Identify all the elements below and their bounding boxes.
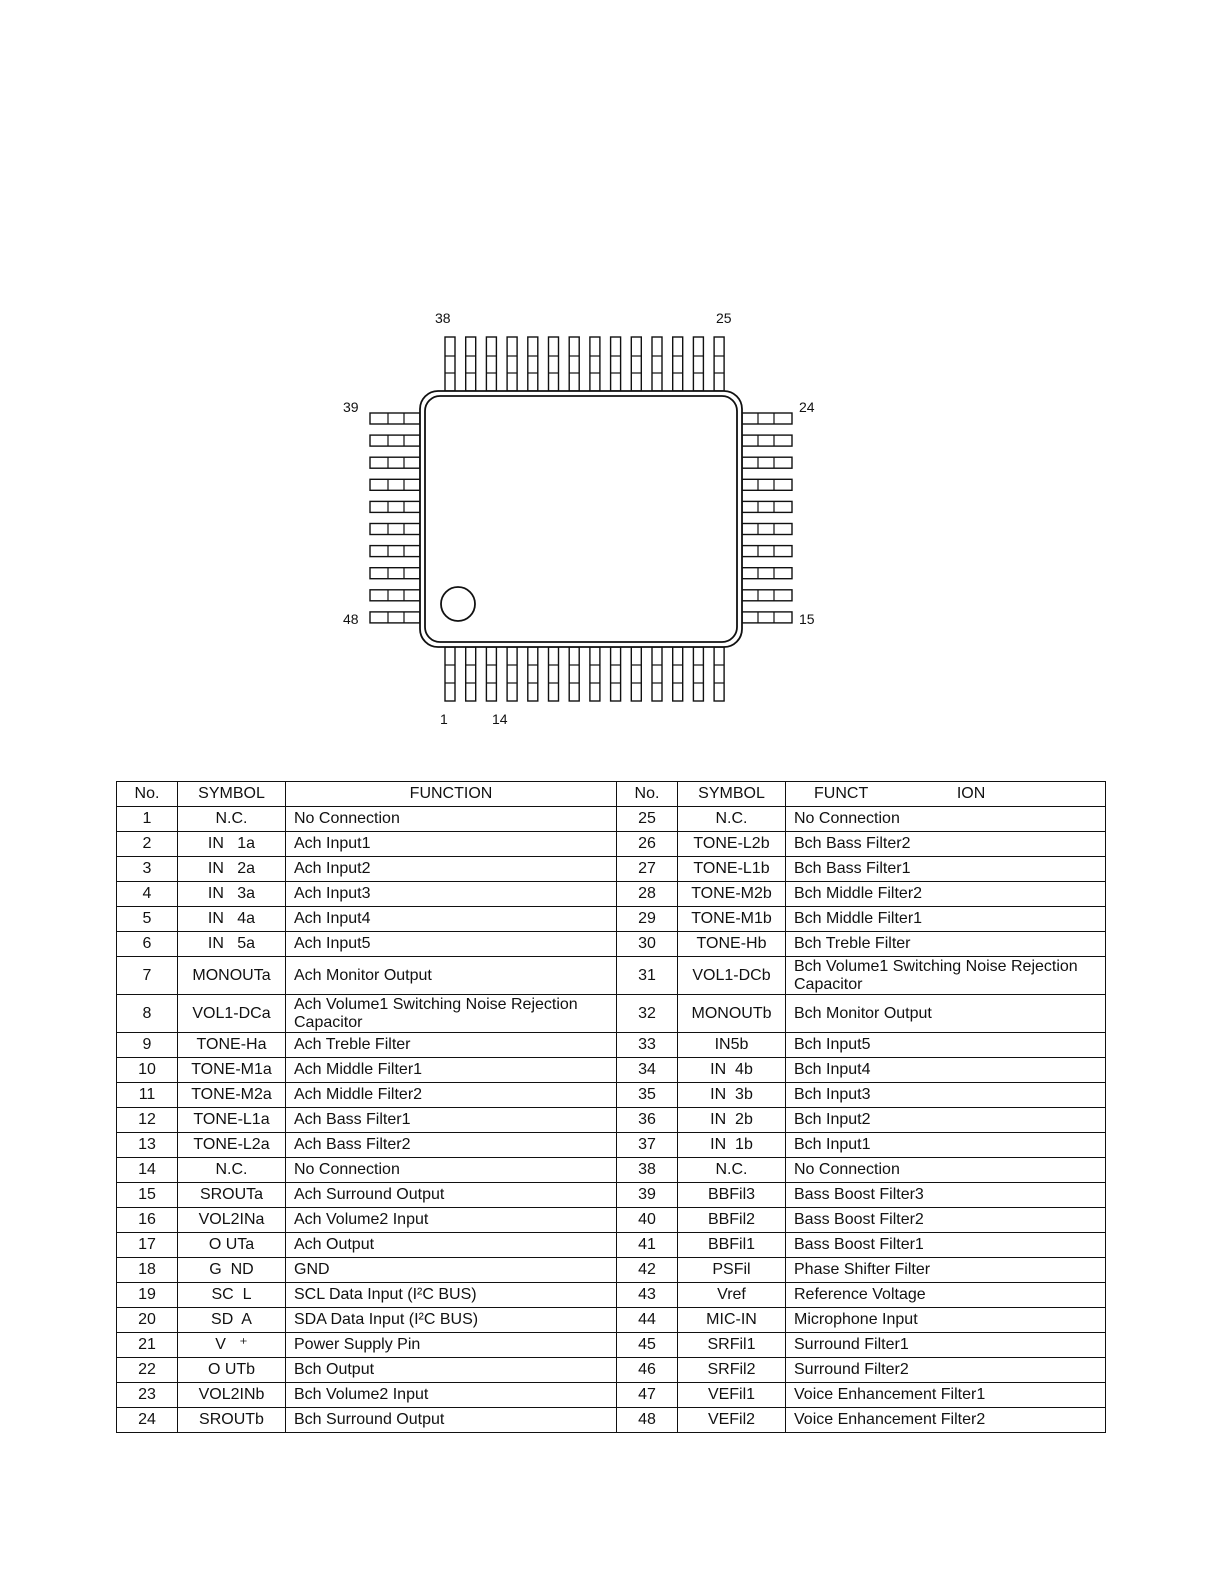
pin-symbol: TONE-L2b [678, 832, 786, 857]
pin-function: Ach Volume1 Switching Noise Rejection Capacitor [286, 995, 617, 1033]
top-pin [507, 337, 517, 391]
pin-number: 9 [117, 1033, 178, 1058]
table-row [117, 807, 1106, 832]
bottom-pin [466, 647, 476, 701]
left-pin [370, 590, 420, 601]
header-no-left: No. [117, 782, 178, 807]
pin-number: 25 [617, 807, 678, 832]
left-pin [370, 435, 420, 446]
table-row [117, 1383, 1106, 1408]
bottom-pin [611, 647, 621, 701]
pin-function: Bch Volume1 Switching Noise Rejection Capacitor [786, 957, 1106, 995]
pin-number: 47 [617, 1383, 678, 1408]
bottom-pin [652, 647, 662, 701]
right-pin [742, 590, 792, 601]
pin-number: 38 [617, 1158, 678, 1183]
pin-number: 3 [117, 857, 178, 882]
pin-number: 10 [117, 1058, 178, 1083]
pin-function: No Connection [286, 807, 617, 832]
header-function-left: FUNCTION [286, 782, 617, 807]
pin-symbol: SROUTa [178, 1183, 286, 1208]
pin-function: Bch Output [286, 1358, 617, 1383]
pin-number: 26 [617, 832, 678, 857]
pin-number: 16 [117, 1208, 178, 1233]
right-pin [742, 524, 792, 535]
right-pin [742, 435, 792, 446]
header-no-right: No. [617, 782, 678, 807]
pin-symbol: IN 1b [678, 1133, 786, 1158]
bottom-pin [528, 647, 538, 701]
left-pin [370, 479, 420, 490]
pin-symbol: TONE-M1a [178, 1058, 286, 1083]
table-row [117, 957, 1106, 995]
pin-function: Ach Input5 [286, 932, 617, 957]
pin-symbol: IN 2b [678, 1108, 786, 1133]
table-row [117, 1358, 1106, 1383]
pin-number: 40 [617, 1208, 678, 1233]
pin-number: 5 [117, 907, 178, 932]
pin-number: 1 [117, 807, 178, 832]
pin-number: 23 [117, 1383, 178, 1408]
header-symbol-left: SYMBOL [178, 782, 286, 807]
top-pins [445, 337, 724, 391]
top-pin [673, 337, 683, 391]
table-row [117, 1333, 1106, 1358]
pin-function: Voice Enhancement Filter1 [786, 1383, 1106, 1408]
top-pin [693, 337, 703, 391]
pin-symbol: BBFil2 [678, 1208, 786, 1233]
pin-function: Bch Monitor Output [786, 995, 1106, 1033]
pin-number: 11 [117, 1083, 178, 1108]
pin-number: 36 [617, 1108, 678, 1133]
pin-function: SCL Data Input (I²C BUS) [286, 1283, 617, 1308]
pin-symbol: IN 1a [178, 832, 286, 857]
pin-number: 42 [617, 1258, 678, 1283]
pin-symbol: TONE-M2b [678, 882, 786, 907]
pin-symbol: VOL1-DCa [178, 995, 286, 1033]
left-pin [370, 524, 420, 535]
pin-function: Ach Input2 [286, 857, 617, 882]
pin-symbol: IN5b [678, 1033, 786, 1058]
pin-number: 43 [617, 1283, 678, 1308]
pin-symbol: O UTa [178, 1233, 286, 1258]
pin-function: Bass Boost Filter3 [786, 1183, 1106, 1208]
left-pin [370, 413, 420, 424]
pin-function: Ach Bass Filter2 [286, 1133, 617, 1158]
left-pin [370, 546, 420, 557]
left-pin [370, 568, 420, 579]
pin-function: Bch Bass Filter2 [786, 832, 1106, 857]
pin-number: 18 [117, 1258, 178, 1283]
pin-symbol: IN 2a [178, 857, 286, 882]
pin-symbol: V ⁺ [178, 1333, 286, 1358]
table-row [117, 995, 1106, 1033]
pin-symbol: TONE-Ha [178, 1033, 286, 1058]
table-row [117, 1058, 1106, 1083]
table-row [117, 1283, 1106, 1308]
pin-function: Bch Middle Filter1 [786, 907, 1106, 932]
table-row [117, 1083, 1106, 1108]
table-row [117, 907, 1106, 932]
pin-number: 34 [617, 1058, 678, 1083]
right-pin [742, 479, 792, 490]
pin-function: Ach Treble Filter [286, 1033, 617, 1058]
table-row [117, 1033, 1106, 1058]
pin-symbol: VOL2INa [178, 1208, 286, 1233]
pin-number: 2 [117, 832, 178, 857]
pin-symbol: IN 4b [678, 1058, 786, 1083]
pin-label-24: 24 [799, 399, 815, 415]
pin-symbol: IN 4a [178, 907, 286, 932]
pin-number: 35 [617, 1083, 678, 1108]
pin-symbol: PSFil [678, 1258, 786, 1283]
pin-symbol: G ND [178, 1258, 286, 1283]
bottom-pin [693, 647, 703, 701]
pin-number: 32 [617, 995, 678, 1033]
pin-symbol: VOL1-DCb [678, 957, 786, 995]
pin-symbol: SD A [178, 1308, 286, 1333]
pin-label-38: 38 [435, 310, 451, 326]
left-pin [370, 501, 420, 512]
top-pin [590, 337, 600, 391]
pin-number: 13 [117, 1133, 178, 1158]
pin-function: Bch Input3 [786, 1083, 1106, 1108]
table-row [117, 832, 1106, 857]
pin-label-39: 39 [343, 399, 359, 415]
pin-number: 33 [617, 1033, 678, 1058]
pin-symbol: N.C. [678, 1158, 786, 1183]
pin-number: 19 [117, 1283, 178, 1308]
bottom-pin [714, 647, 724, 701]
right-pin [742, 457, 792, 468]
pin-number: 22 [117, 1358, 178, 1383]
pin-function: Ach Input1 [286, 832, 617, 857]
pin-function: Bch Input2 [786, 1108, 1106, 1133]
table-row [117, 1208, 1106, 1233]
pin-function: Bch Middle Filter2 [786, 882, 1106, 907]
pin-number: 29 [617, 907, 678, 932]
pin-function: Ach Middle Filter2 [286, 1083, 617, 1108]
right-pin [742, 612, 792, 623]
ic-package-diagram [0, 0, 1219, 760]
pin-function: Ach Monitor Output [286, 957, 617, 995]
pin-function: Microphone Input [786, 1308, 1106, 1333]
top-pin [486, 337, 496, 391]
table-header-row [117, 782, 1106, 807]
bottom-pin [590, 647, 600, 701]
table-row [117, 1233, 1106, 1258]
pin-symbol: TONE-M1b [678, 907, 786, 932]
pin-function: Bch Input4 [786, 1058, 1106, 1083]
pin-function: Ach Middle Filter1 [286, 1058, 617, 1083]
top-pin [631, 337, 641, 391]
pin-function: Bch Input5 [786, 1033, 1106, 1058]
pin-symbol: BBFil1 [678, 1233, 786, 1258]
pin-symbol: IN 3a [178, 882, 286, 907]
pin-function-table [116, 781, 1106, 1433]
pin-label-25: 25 [716, 310, 732, 326]
pin-function: Surround Filter1 [786, 1333, 1106, 1358]
top-pin [714, 337, 724, 391]
top-pin [652, 337, 662, 391]
pin-function: GND [286, 1258, 617, 1283]
pin-symbol: TONE-L1b [678, 857, 786, 882]
pin-function: Bch Treble Filter [786, 932, 1106, 957]
header-function-right: FUNCT ION [786, 782, 1106, 807]
pin-symbol: VOL2INb [178, 1383, 286, 1408]
pin-number: 7 [117, 957, 178, 995]
pin-number: 6 [117, 932, 178, 957]
pin-number: 41 [617, 1233, 678, 1258]
pin-number: 21 [117, 1333, 178, 1358]
pin-symbol: N.C. [178, 1158, 286, 1183]
pin-symbol: O UTb [178, 1358, 286, 1383]
top-pin [445, 337, 455, 391]
pin-number: 8 [117, 995, 178, 1033]
pin-symbol: MIC-IN [678, 1308, 786, 1333]
bottom-pin [673, 647, 683, 701]
pin-number: 4 [117, 882, 178, 907]
pin-function: Bch Input1 [786, 1133, 1106, 1158]
bottom-pin [445, 647, 455, 701]
pin-number: 44 [617, 1308, 678, 1333]
right-pin [742, 546, 792, 557]
pin-number: 14 [117, 1158, 178, 1183]
pin-function: Power Supply Pin [286, 1333, 617, 1358]
pin-number: 30 [617, 932, 678, 957]
pin-function: Bch Bass Filter1 [786, 857, 1106, 882]
pin-function: Bch Surround Output [286, 1408, 617, 1433]
top-pin [549, 337, 559, 391]
pin-symbol: MONOUTa [178, 957, 286, 995]
pin-function: Bass Boost Filter2 [786, 1208, 1106, 1233]
bottom-pin [631, 647, 641, 701]
pin-symbol: TONE-Hb [678, 932, 786, 957]
pin-number: 28 [617, 882, 678, 907]
pin-label-14: 14 [492, 711, 508, 727]
table-row [117, 1258, 1106, 1283]
pin-number: 12 [117, 1108, 178, 1133]
left-pin [370, 612, 420, 623]
pin-function: Surround Filter2 [786, 1358, 1106, 1383]
table-row [117, 1108, 1106, 1133]
pin-symbol: SRFil2 [678, 1358, 786, 1383]
pin-number: 48 [617, 1408, 678, 1433]
pin-symbol: VEFil1 [678, 1383, 786, 1408]
bottom-pin [569, 647, 579, 701]
pin-symbol: TONE-L1a [178, 1108, 286, 1133]
table-row [117, 1408, 1106, 1433]
pin-number: 39 [617, 1183, 678, 1208]
pin-number: 15 [117, 1183, 178, 1208]
pin-symbol: VEFil2 [678, 1408, 786, 1433]
table-row [117, 932, 1106, 957]
bottom-pin [507, 647, 517, 701]
left-pins [370, 413, 420, 623]
pin-number: 45 [617, 1333, 678, 1358]
pin-function: Ach Input3 [286, 882, 617, 907]
pin-symbol: TONE-M2a [178, 1083, 286, 1108]
pin-function: Reference Voltage [786, 1283, 1106, 1308]
bottom-pin [486, 647, 496, 701]
pin-label-1: 1 [440, 711, 448, 727]
pin-function: Ach Input4 [286, 907, 617, 932]
pin-function: Ach Volume2 Input [286, 1208, 617, 1233]
pin-number: 31 [617, 957, 678, 995]
pin-number: 37 [617, 1133, 678, 1158]
pin-label-15: 15 [799, 611, 815, 627]
pin-symbol: TONE-L2a [178, 1133, 286, 1158]
pin-function: Voice Enhancement Filter2 [786, 1408, 1106, 1433]
pin-symbol: IN 3b [678, 1083, 786, 1108]
pin-function: Phase Shifter Filter [786, 1258, 1106, 1283]
pin-function: No Connection [786, 807, 1106, 832]
pin-number: 46 [617, 1358, 678, 1383]
pin-number: 17 [117, 1233, 178, 1258]
right-pins [742, 413, 792, 623]
pin-function: Bch Volume2 Input [286, 1383, 617, 1408]
pin-symbol: N.C. [678, 807, 786, 832]
header-symbol-right: SYMBOL [678, 782, 786, 807]
pin-symbol: IN 5a [178, 932, 286, 957]
bottom-pins [445, 647, 724, 701]
right-pin [742, 568, 792, 579]
pin-function: Ach Bass Filter1 [286, 1108, 617, 1133]
pin-symbol: SROUTb [178, 1408, 286, 1433]
pin-function: Ach Surround Output [286, 1183, 617, 1208]
top-pin [611, 337, 621, 391]
pin-symbol: MONOUTb [678, 995, 786, 1033]
pin-function: SDA Data Input (I²C BUS) [286, 1308, 617, 1333]
pin-function: No Connection [286, 1158, 617, 1183]
table-row [117, 857, 1106, 882]
pin-symbol: BBFil3 [678, 1183, 786, 1208]
pin-symbol: Vref [678, 1283, 786, 1308]
pin-number: 20 [117, 1308, 178, 1333]
table-row [117, 1133, 1106, 1158]
table-row [117, 1308, 1106, 1333]
pin-label-48: 48 [343, 611, 359, 627]
pin-symbol: SRFil1 [678, 1333, 786, 1358]
top-pin [569, 337, 579, 391]
table-row [117, 1183, 1106, 1208]
pin-function: Bass Boost Filter1 [786, 1233, 1106, 1258]
left-pin [370, 457, 420, 468]
pin-number: 24 [117, 1408, 178, 1433]
pin-symbol: N.C. [178, 807, 286, 832]
top-pin [466, 337, 476, 391]
pin-function: No Connection [786, 1158, 1106, 1183]
table-row [117, 1158, 1106, 1183]
pin-symbol: SC L [178, 1283, 286, 1308]
right-pin [742, 413, 792, 424]
top-pin [528, 337, 538, 391]
chip-body-outer [420, 391, 742, 647]
bottom-pin [549, 647, 559, 701]
pin-function: Ach Output [286, 1233, 617, 1258]
pin-number: 27 [617, 857, 678, 882]
table-row [117, 882, 1106, 907]
right-pin [742, 501, 792, 512]
